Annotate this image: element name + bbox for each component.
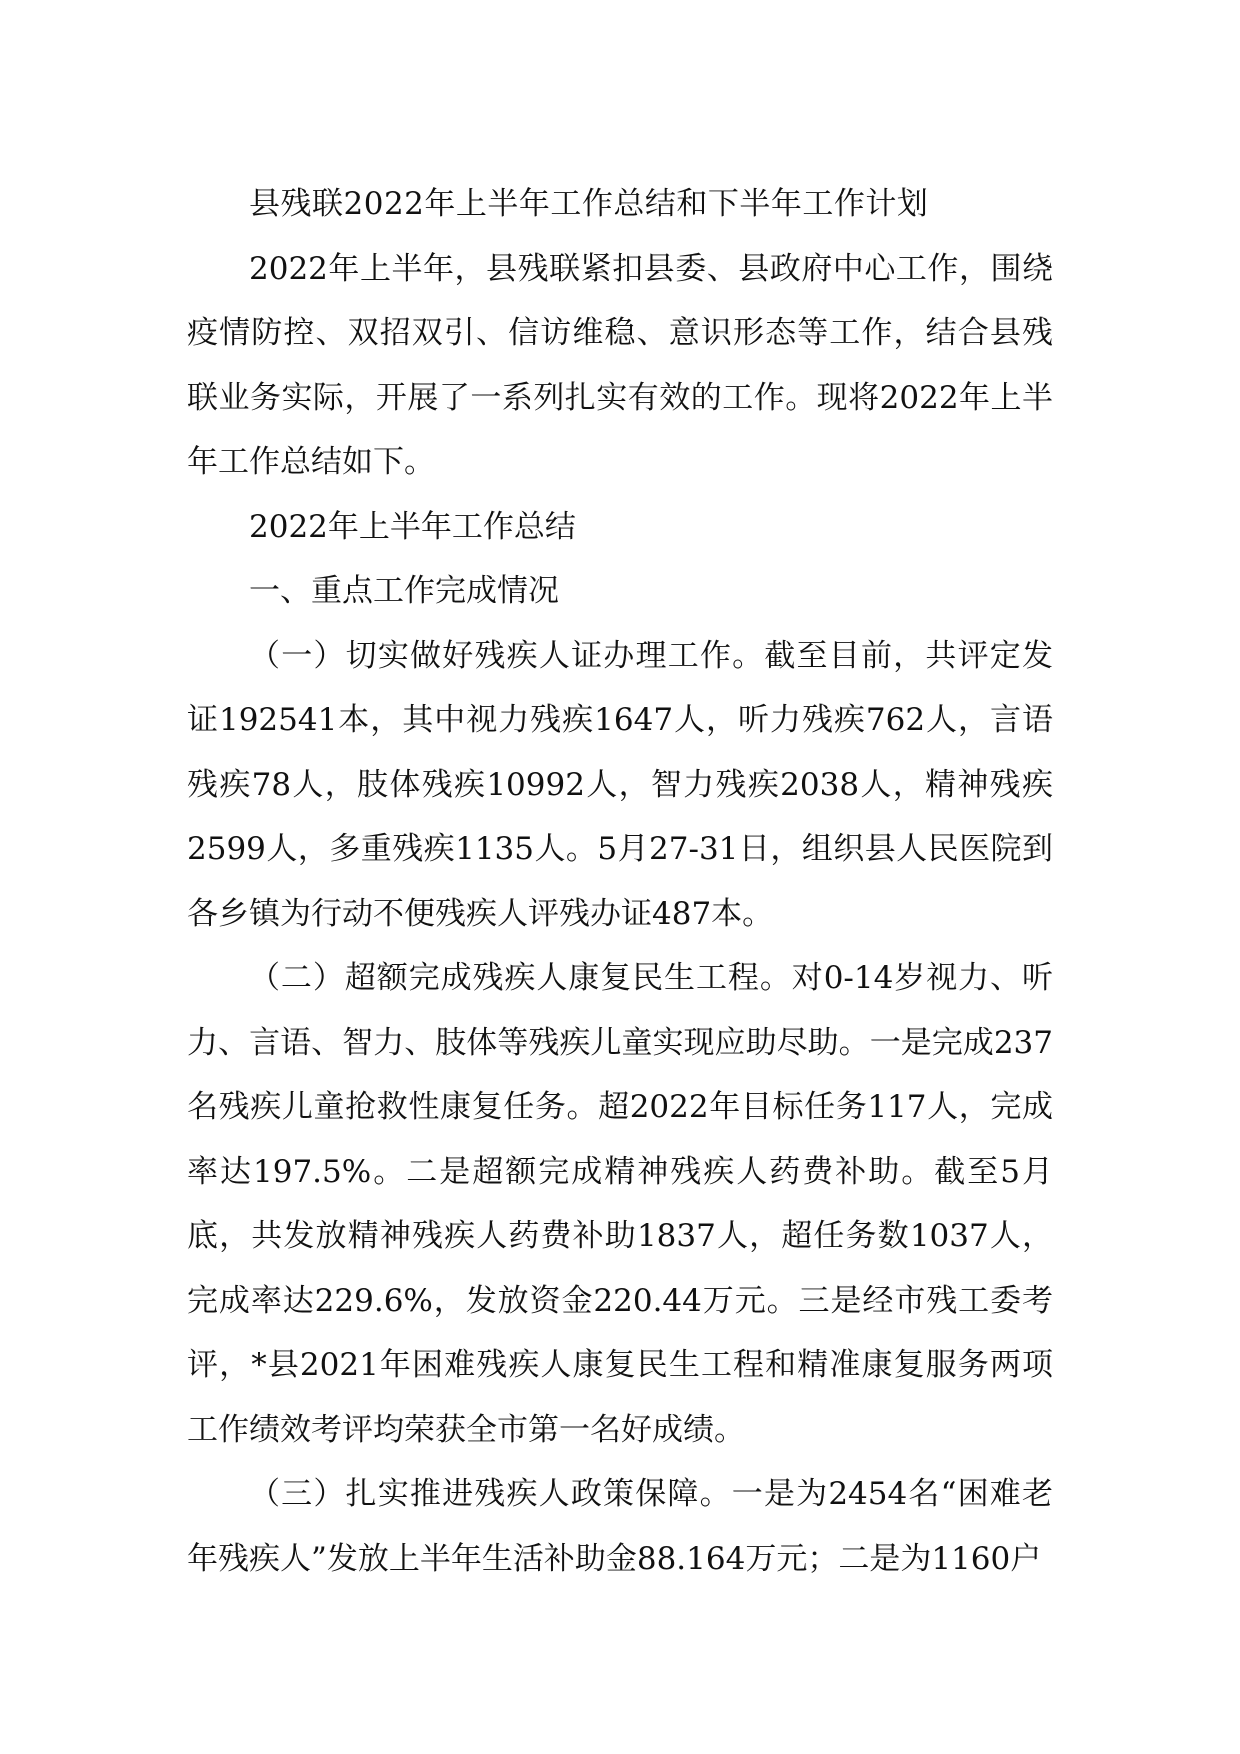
- body-paragraph-1: （一）切实做好残疾人证办理工作。截至目前，共评定发证192541本，其中视力残疾1647人，听力残疾762人，言语残疾78人，肢体残疾10992人，智力残疾2038人，精神残疾2599人，多重残疾1135人。5月27-31日，组织县人民医院到各乡镇为行动不便残疾人评残办证487本。: [187, 637, 1053, 932]
- subsection-heading: 一、重点工作完成情况: [249, 573, 559, 609]
- document-title: 县残联2022年上半年工作总结和下半年工作计划: [249, 186, 929, 222]
- document-body: [187, 172, 1053, 1591]
- intro-paragraph: 2022年上半年，县残联紧扣县委、县政府中心工作，围绕疫情防控、双招双引、信访维稳、意识形态等工作，结合县残联业务实际，开展了一系列扎实有效的工作。现将2022年上半年工作总结如下。: [187, 250, 1053, 480]
- body-paragraph-2: （二）超额完成残疾人康复民生工程。对0-14岁视力、听力、言语、智力、肢体等残疾儿童实现应助尽助。一是完成237名残疾儿童抢救性康复任务。超2022年目标任务117人，完成率达197.5%。二是超额完成精神残疾人药费补助。截至5月底，共发放精神残疾人药费补助1837人，超任务数1037人，完成率达229.6%，发放资金220.44万元。三是经市残工委考评，*县2021年困难残疾人康复民生工程和精准康复服务两项工作绩效考评均荣获全市第一名好成绩。: [187, 960, 1053, 1448]
- body-paragraph-3: （三）扎实推进残疾人政策保障。一是为2454名“困难老年残疾人”发放上半年生活补助金88.164万元；二是为1160户: [187, 1476, 1053, 1577]
- section-heading: 2022年上半年工作总结: [249, 508, 576, 545]
